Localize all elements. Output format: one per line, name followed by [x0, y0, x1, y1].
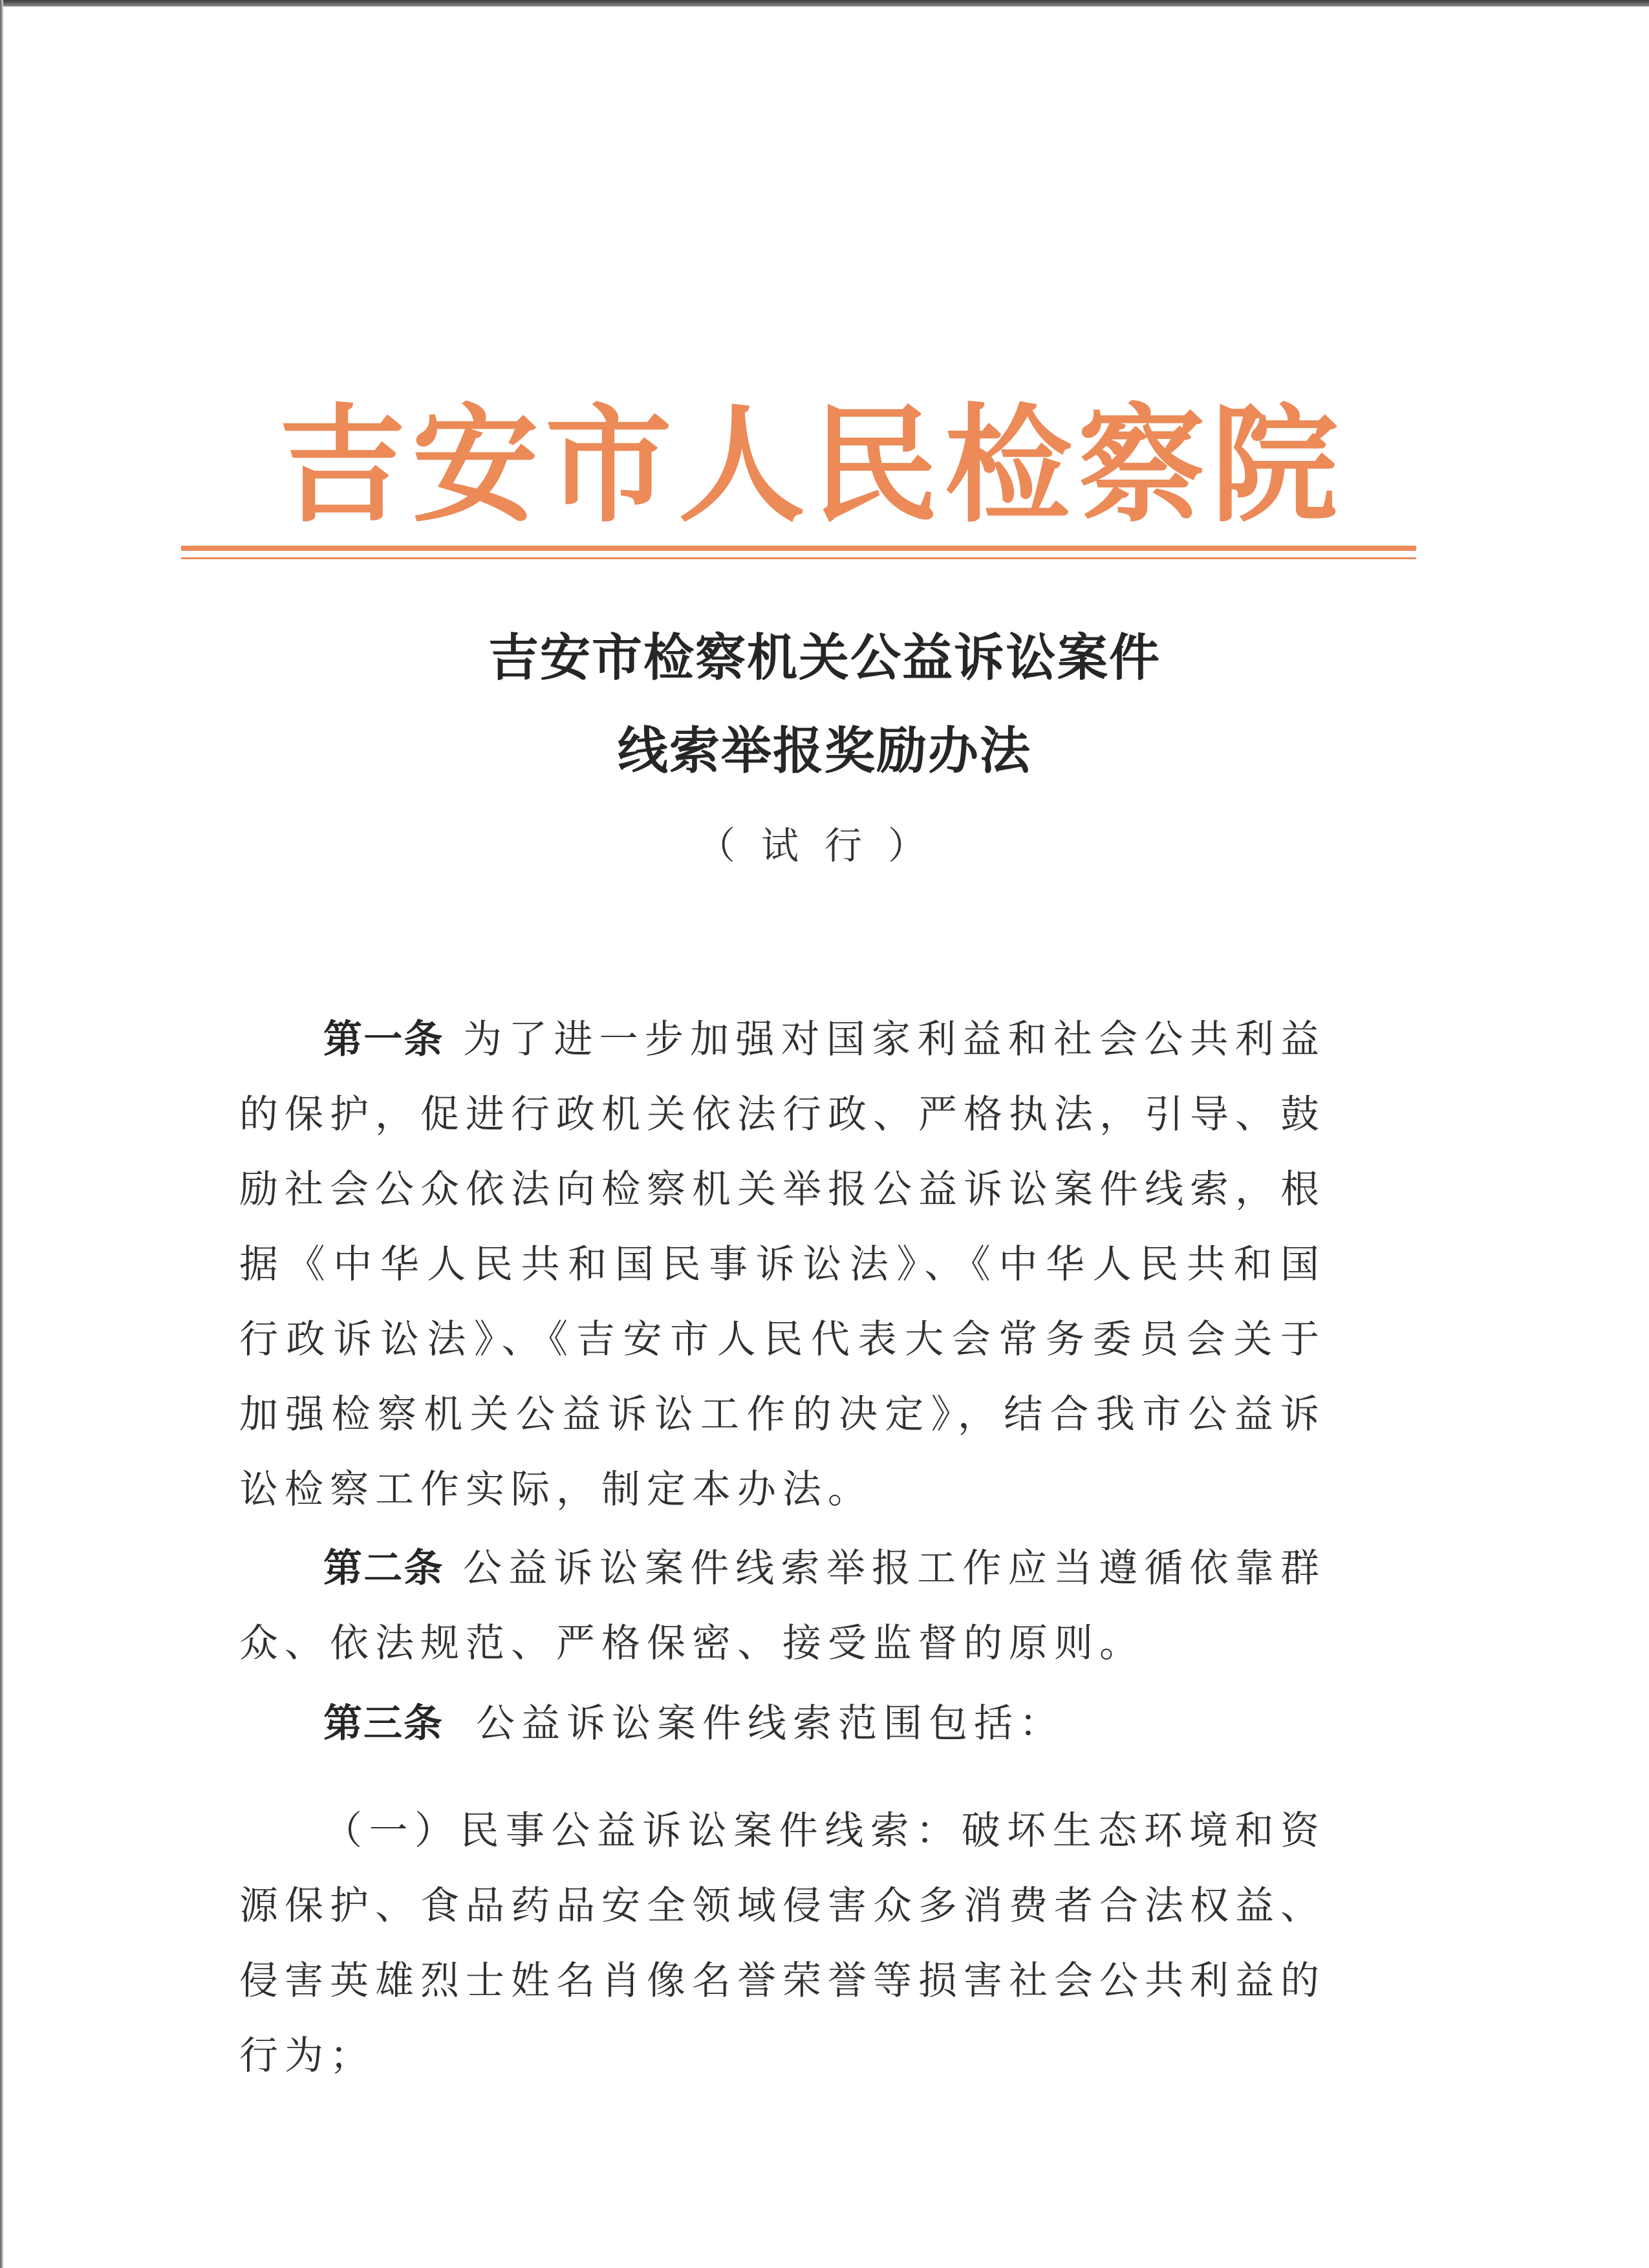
article-1-label: 第一条 — [323, 1017, 444, 1062]
article-2 — [239, 1531, 1326, 1686]
article-2-text: 公益诉讼案件线索举报工作应当遵循依靠群众、依法规范、严格保密、接受监督的原则。 — [239, 1546, 1326, 1666]
article-3-text: 公益诉讼案件线索范围包括： — [476, 1701, 1064, 1746]
masthead-rule-thin — [181, 557, 1416, 559]
article-3-item-1 — [239, 1793, 1326, 2079]
scan-edge-left — [0, 0, 3, 2268]
scan-edge-top — [0, 0, 1649, 6]
document-title-line-2: 线索举报奖励办法 — [617, 722, 1031, 780]
article-1-text: 为了进一步加强对国家利益和社会公共利益的保护，促进行政机关依法行政、严格执法，引导、鼓励社会公众依法向检察机关举报公益诉讼案件线索，根据《中华人民共和国民事诉讼法》、《中华人民共和国行政诉讼法》、《吉安市人民代表大会常务委员会关于加强检察机关公益诉讼工作的决定》，结合我市公益诉讼检察工作实际，制定本办法。 — [239, 1017, 1326, 1512]
article-1 — [239, 1002, 1326, 1532]
masthead-rule-thick — [181, 546, 1416, 551]
article-2-label: 第二条 — [323, 1546, 444, 1591]
article-3 — [239, 1686, 1326, 1764]
masthead-org-name: 吉安市人民检察院 — [278, 391, 1344, 540]
document-subtitle: （试行） — [697, 824, 951, 868]
article-3-label: 第三条 — [323, 1701, 444, 1746]
document-title-line-1: 吉安市检察机关公益诉讼案件 — [488, 629, 1161, 687]
article-3-item-1-text: （一）民事公益诉讼案件线索：破坏生态环境和资源保护、食品药品安全领域侵害众多消费者合法权益、侵害英雄烈士姓名肖像名誉荣誉等损害社会公共利益的行为； — [239, 1808, 1326, 2079]
